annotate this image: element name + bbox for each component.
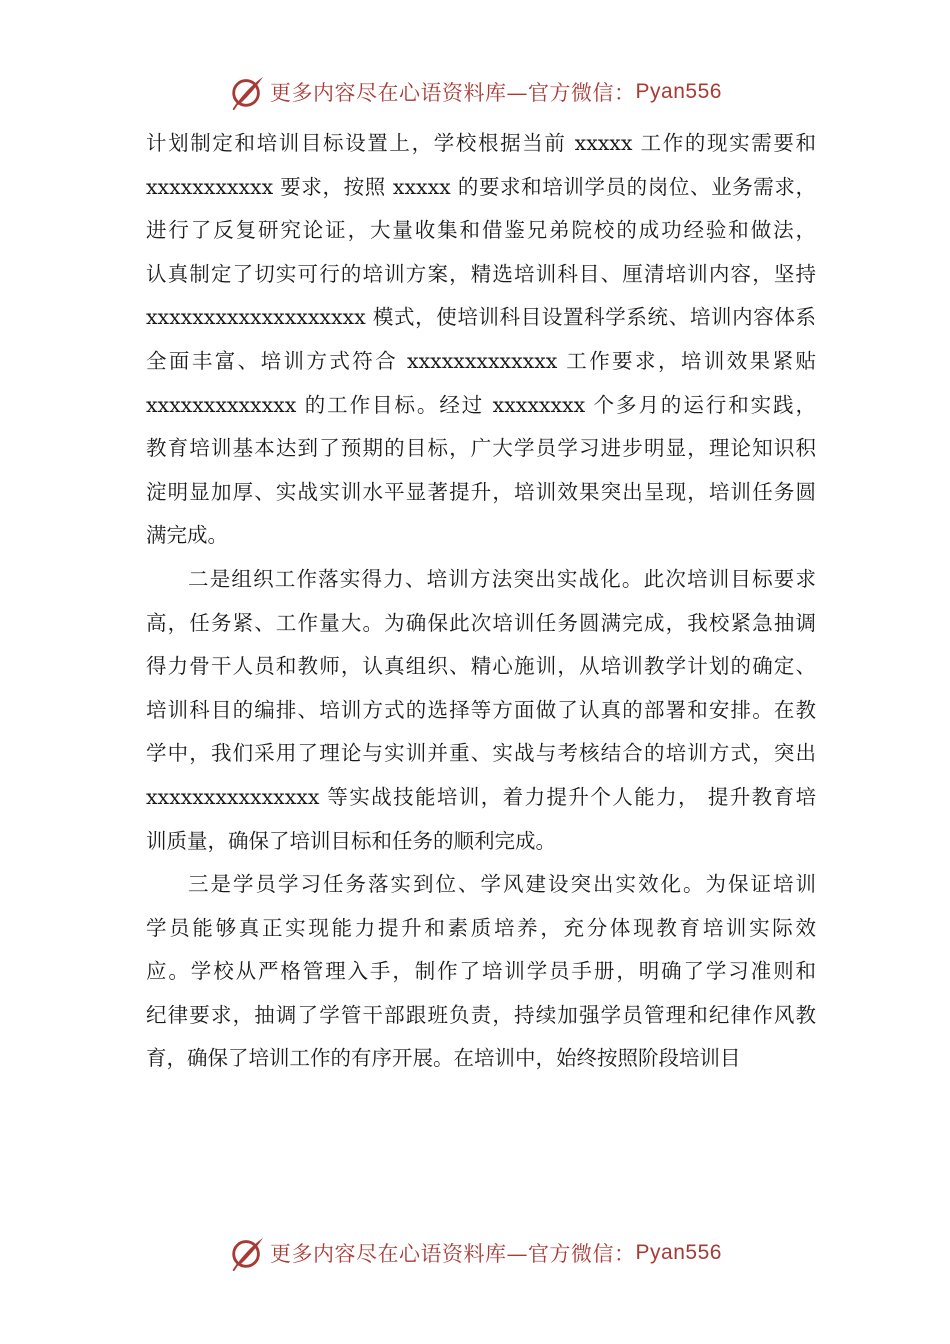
text-line: 进行了反复研究论证，大量收集和借鉴兄弟院校的成功经验和做法， [146, 218, 816, 243]
text-line: 应。学校从严格管理入手，制作了培训学员手册，明确了学习准则和 [146, 959, 816, 984]
text-line: 学员能够真正实现能力提升和素质培养，充分体现教育培训实际效 [146, 915, 816, 940]
text-line: 全面丰富、培训方式符合 xxxxxxxxxxxxx 工作要求，培训效果紧贴 [146, 348, 816, 373]
paragraph-3 [146, 863, 816, 1081]
quill-pen-logo-icon [228, 1234, 266, 1272]
text-line: 满完成。 [146, 523, 228, 548]
text-line: 学中，我们采用了理论与实训并重、实战与考核结合的培训方式，突出 [146, 741, 816, 766]
header-wechat-id: Pyan556 [635, 80, 722, 103]
footer-wechat-id: Pyan556 [635, 1241, 722, 1264]
text-line: 教育培训基本达到了预期的目标，广大学员学习进步明显，理论知识积 [146, 436, 816, 461]
text-line: xxxxxxxxxxx 要求，按照 xxxxx 的要求和培训学员的岗位、业务需求， [146, 174, 816, 199]
text-line: 纪律要求，抽调了学管干部跟班负责，持续加强学员管理和纪律作风教 [146, 1002, 816, 1027]
text-line: 得力骨干人员和教师，认真组织、精心施训，从培训教学计划的确定、 [146, 654, 816, 679]
text-line: 培训科目的编排、培训方式的选择等方面做了认真的部署和安排。在教 [146, 697, 816, 722]
text-line: 认真制定了切实可行的培训方案，精选培训科目、厘清培训内容，坚持 [146, 261, 816, 286]
text-line: 三是学员学习任务落实到位、学风建设突出实效化。为保证培训 [188, 872, 816, 897]
footer-banner [0, 1228, 950, 1278]
quill-pen-logo-icon [228, 73, 266, 111]
text-line: 淀明显加厚、实战实训水平显著提升，培训效果突出呈现，培训任务圆 [146, 479, 816, 504]
text-line: 育，确保了培训工作的有序开展。在培训中，始终按照阶段培训目 [146, 1046, 741, 1071]
paragraph-1 [146, 122, 816, 558]
paragraph-2 [146, 558, 816, 863]
document-body [146, 122, 816, 1081]
text-line: xxxxxxxxxxxxxxxxxxx 模式，使培训科目设置科学系统、培训内容体系 [146, 305, 816, 330]
footer-banner-text: 更多内容尽在心语资料库—官方微信： [270, 1242, 636, 1266]
text-line: 训质量，确保了培训目标和任务的顺利完成。 [146, 828, 556, 853]
text-line: 高，任务紧、工作量大。为确保此次培训任务圆满完成，我校紧急抽调 [146, 610, 816, 635]
text-line: 计划制定和培训目标设置上，学校根据当前 xxxxx 工作的现实需要和 [146, 131, 816, 155]
header-banner-text: 更多内容尽在心语资料库—官方微信： [270, 81, 636, 105]
text-line: 二是组织工作落实得力、培训方法突出实战化。此次培训目标要求 [188, 566, 816, 591]
header-banner [0, 67, 950, 117]
text-line: xxxxxxxxxxxxxxx 等实战技能培训，着力提升个人能力， 提升教育培 [146, 784, 816, 809]
text-line: xxxxxxxxxxxxx 的工作目标。经过 xxxxxxxx 个多月的运行和实践， [146, 392, 816, 417]
